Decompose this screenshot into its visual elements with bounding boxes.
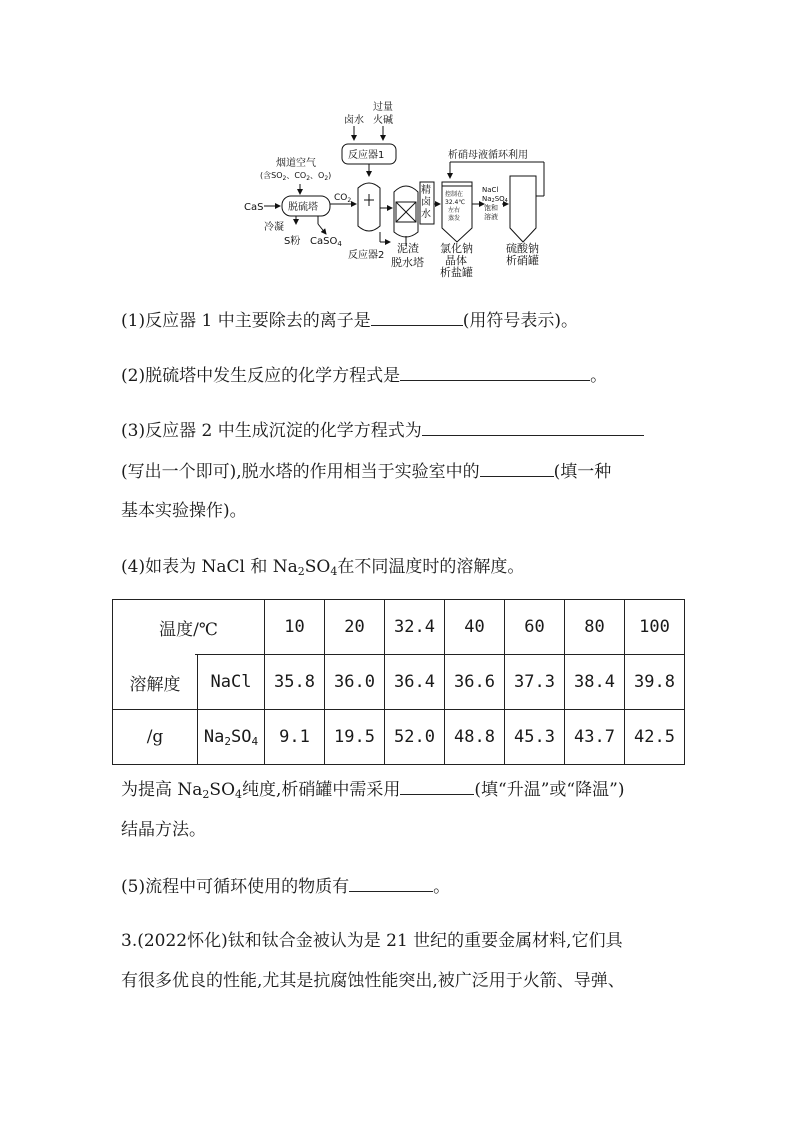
solubility-label-2: /g	[113, 710, 198, 765]
label-dewater: 脱水塔	[391, 256, 424, 269]
table-cell: 38.4	[565, 655, 625, 710]
table-merge-mask	[113, 654, 195, 655]
q4-mid: SO	[304, 557, 331, 577]
label-s-powder: S粉	[284, 236, 301, 247]
question-6-line1: 3.(2022怀化)钛和钛合金被认为是 21 世纪的重要金属材料,它们具	[121, 931, 623, 951]
temp-cell: 80	[565, 600, 625, 655]
question-6-line2: 有很多优良的性能,尤其是抗腐蚀性能突出,被广泛用于火箭、导弹、	[121, 971, 625, 991]
label-nacl-1: 氯化钠	[440, 242, 473, 255]
label-na2so4-1: 硫酸钠	[506, 242, 539, 255]
label-nacl-3: 析盐罐	[440, 266, 473, 279]
question-4	[121, 556, 524, 578]
temp-cell: 32.4	[385, 600, 445, 655]
label-mother-liquor: 析硝母液循环利用	[448, 150, 528, 161]
temp-header: 温度/℃	[113, 600, 265, 655]
crystallizer-vessel	[510, 176, 536, 242]
q2-answer-blank[interactable]	[400, 364, 590, 381]
question-3	[121, 419, 644, 442]
label-nacl-2: 晶体	[445, 254, 467, 267]
table-cell: 37.3	[505, 655, 565, 710]
table-row-na2so4	[113, 710, 685, 765]
label-na2so4-2: 析硝罐	[506, 254, 539, 267]
label-flue-comp: (含$SO_2$、$CO_2$、$O_2$)	[260, 171, 332, 182]
q5-suffix: 。	[433, 877, 451, 897]
temp-cell: 10	[265, 600, 325, 655]
q4-sub2: 4	[330, 565, 338, 578]
label-evap-1: 控制在	[445, 191, 464, 198]
label-sat-2: Na2SO4	[482, 195, 508, 204]
q3-answer-blank-1[interactable]	[422, 419, 644, 436]
row1-name: NaCl	[198, 655, 265, 710]
temp-cell: 20	[325, 600, 385, 655]
question-2	[121, 364, 607, 387]
q5-answer-blank[interactable]	[349, 875, 433, 892]
label-guoliang: 过量	[373, 102, 393, 113]
table-cell: 36.0	[325, 655, 385, 710]
label-flue-gas: 烟道空气	[276, 158, 316, 169]
temp-cell: 40	[445, 600, 505, 655]
label-evap-4: 蒸发	[448, 215, 461, 222]
table-cell: 39.8	[625, 655, 685, 710]
q4-text: (4)如表为 NaCl 和 Na	[121, 557, 298, 577]
question-5	[121, 875, 450, 898]
q1-text: (1)反应器 1 中主要除去的离子是	[121, 311, 371, 331]
label-reactor2: 反应器2	[348, 250, 385, 261]
reactor2-vessel	[358, 183, 380, 231]
table-cell: 43.7	[565, 710, 625, 765]
table-cell: 9.1	[265, 710, 325, 765]
q2-text: (2)脱硫塔中发生反应的化学方程式是	[121, 366, 401, 386]
row2-name: $Na_2SO_4$	[198, 710, 265, 765]
process-flow-diagram	[240, 96, 560, 282]
q4-after-suffix: (填“升温”或“降温”)	[474, 780, 625, 800]
solubility-table	[112, 599, 685, 765]
q1-answer-blank[interactable]	[371, 309, 463, 326]
table-cell: 19.5	[325, 710, 385, 765]
question-4-after-line2: 结晶方法。	[121, 820, 206, 840]
question-3-line2	[121, 460, 611, 483]
q3-answer-blank-2[interactable]	[480, 460, 554, 477]
q5-text: (5)流程中可循环使用的物质有	[121, 877, 350, 897]
label-cas: CaS	[244, 202, 264, 213]
temp-cell: 100	[625, 600, 685, 655]
q3-line2-text: (写出一个即可),脱水塔的作用相当于实验室中的	[121, 462, 480, 482]
q3-line2-suffix: (填一种	[553, 462, 612, 482]
q4-suffix: 在不同温度时的溶解度。	[337, 557, 525, 577]
table-row-temp	[113, 600, 685, 655]
label-brine: 卤水	[344, 115, 364, 126]
table-cell: 48.8	[445, 710, 505, 765]
label-co2: $CO_2$	[334, 193, 352, 204]
table-row-nacl	[113, 655, 685, 710]
question-1	[121, 309, 578, 332]
q2-suffix: 。	[590, 366, 608, 386]
label-sat-1: NaCl	[482, 186, 499, 194]
q4-sub: 2	[297, 565, 305, 578]
table-cell: 35.8	[265, 655, 325, 710]
label-evap-3: 左右	[448, 207, 461, 214]
label-evap-2: 32.4℃	[445, 199, 466, 206]
label-sat-3: 饱和	[484, 204, 498, 212]
solubility-label-1: 溶解度	[113, 655, 198, 710]
label-desulf-tower: 脱硫塔	[288, 202, 318, 213]
label-mud: 泥渣	[397, 242, 419, 255]
table-cell: 52.0	[385, 710, 445, 765]
label-caso4: CaSO$_4$	[310, 236, 342, 248]
temp-cell: 60	[505, 600, 565, 655]
label-sat-4: 溶液	[484, 213, 498, 221]
label-refined-2: 卤	[421, 197, 431, 208]
label-refined-1: 精	[421, 185, 431, 196]
question-4-after: 为提高 $Na_2SO_4$纯度,析硝罐中需采用 (填“升温”或“降温”)	[121, 780, 625, 801]
label-lime: 火碱	[373, 115, 393, 126]
label-reactor1: 反应器1	[348, 150, 385, 161]
label-cold: 冷凝	[264, 222, 284, 233]
table-cell: 42.5	[625, 710, 685, 765]
table-cell: 36.4	[385, 655, 445, 710]
question-3-line3: 基本实验操作)。	[121, 501, 247, 521]
q1-suffix: (用符号表示)。	[462, 311, 578, 331]
table-cell: 36.6	[445, 655, 505, 710]
q4-answer-blank[interactable]	[400, 778, 474, 795]
q3-text: (3)反应器 2 中生成沉淀的化学方程式为	[121, 421, 422, 441]
label-refined-3: 水	[421, 209, 431, 220]
q4-after-text: 为提高 Na	[121, 780, 203, 800]
table-cell: 45.3	[505, 710, 565, 765]
